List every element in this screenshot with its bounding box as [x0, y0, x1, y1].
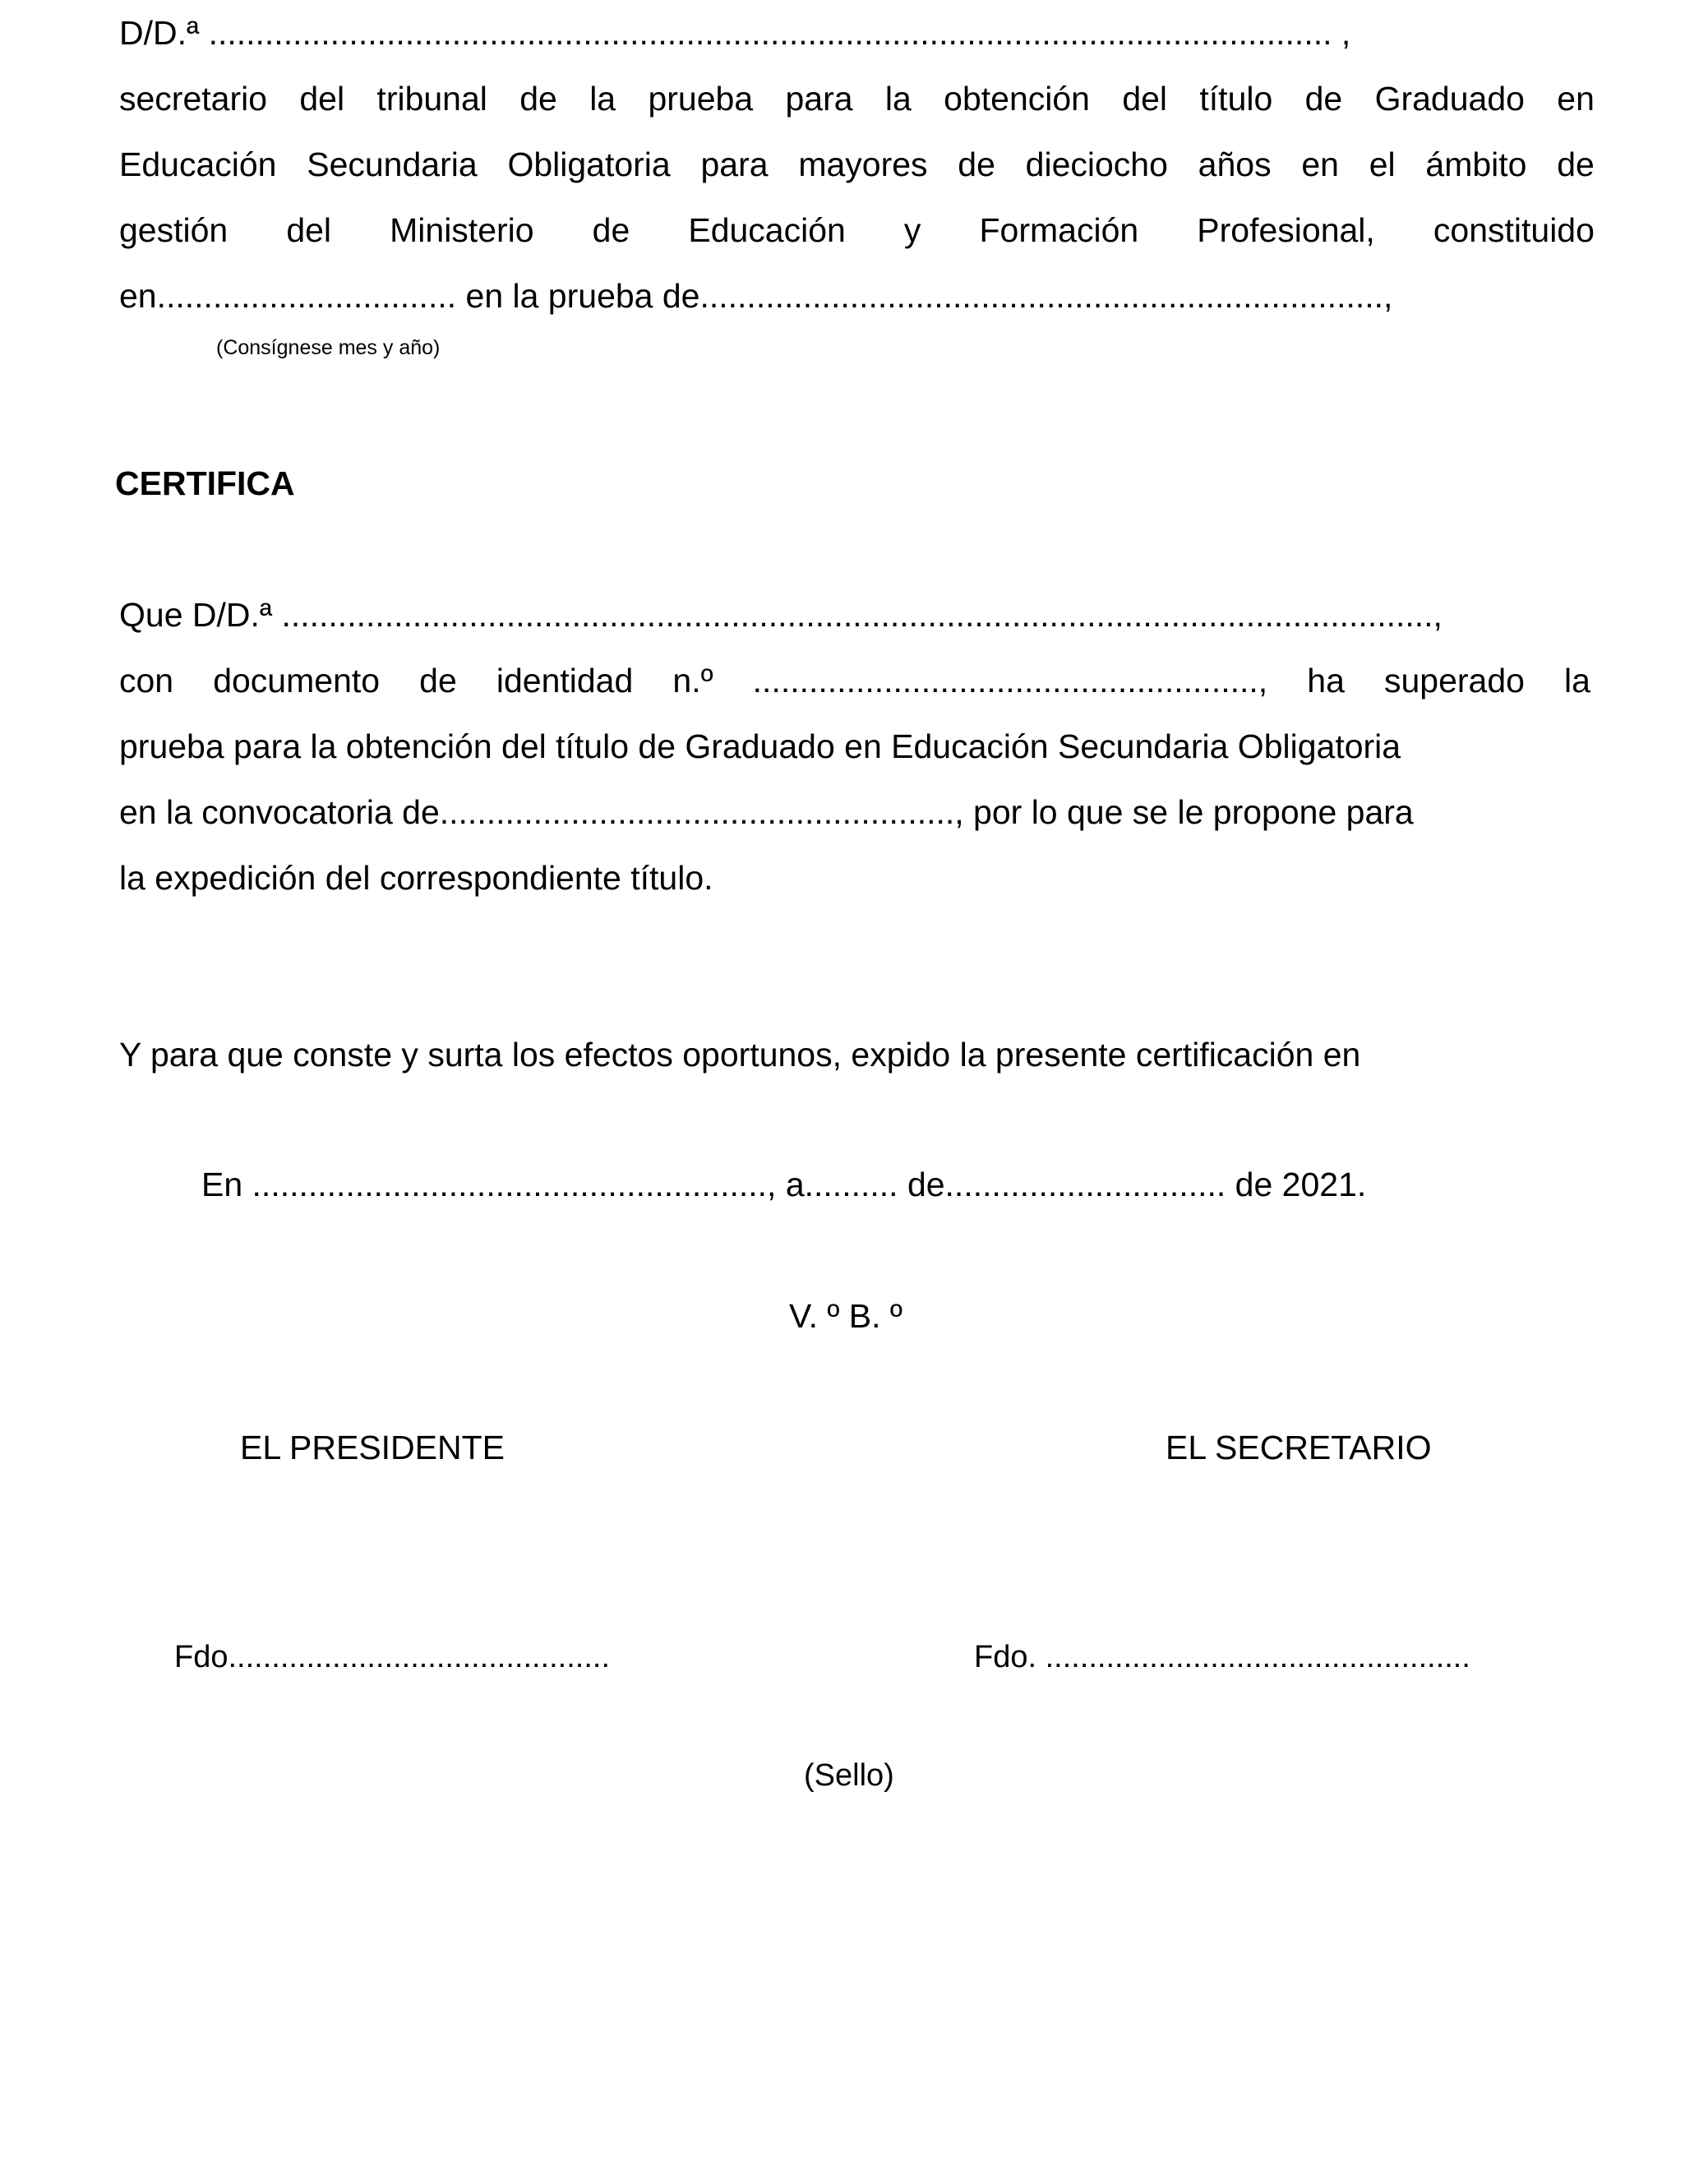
word: obtención: [944, 80, 1090, 118]
word: la: [589, 80, 616, 118]
word: dieciocho: [1025, 145, 1168, 183]
intro-paragraph: [119, 0, 1595, 329]
certify-line-2: [119, 648, 1590, 713]
president-signature-line: Fdo............................................: [174, 1640, 611, 1674]
word: secretario: [119, 80, 268, 118]
intro-line-5: en................................ en la prueba de.........................................................................,: [119, 277, 1393, 315]
word: de: [519, 80, 557, 118]
word: en: [1301, 145, 1339, 183]
intro-line-4: [119, 197, 1595, 263]
secretary-signature-line: Fdo. .................................................: [974, 1640, 1470, 1674]
seal-placeholder: (Sello): [804, 1758, 894, 1793]
word: para: [785, 80, 853, 118]
word: de: [592, 211, 630, 249]
word: la: [1564, 662, 1590, 700]
word: n.º: [672, 662, 713, 700]
date-hint-note: (Consígnese mes y año): [216, 336, 441, 359]
word: el: [1369, 145, 1396, 183]
certify-line-4: en la convocatoria de......................................................., por lo que se le propone para: [119, 793, 1414, 831]
word: ámbito: [1425, 145, 1527, 183]
word: constituido: [1433, 211, 1595, 249]
word: título: [1199, 80, 1273, 118]
word: en: [1557, 80, 1595, 118]
certifica-heading: CERTIFICA: [115, 464, 295, 502]
word: y: [903, 211, 921, 249]
intro-line-2: [119, 66, 1595, 132]
word: Educación: [688, 211, 846, 249]
visto-bueno: V. º B. º: [789, 1297, 902, 1335]
closing-sentence: Y para que conste y surta los efectos oportunos, expido la presente certificación en: [119, 1036, 1361, 1074]
word: Formación: [979, 211, 1139, 249]
word: ha: [1307, 662, 1345, 700]
date-line: En ......................................................., a.......... de.............................. de 2021.: [201, 1166, 1367, 1203]
word: Educación: [119, 145, 277, 183]
word: del: [286, 211, 332, 249]
word: de: [958, 145, 995, 183]
certify-line-1: Que D/D.ª ...........................................................................................................................,: [119, 596, 1443, 634]
word: la: [884, 80, 912, 118]
intro-line-3: [119, 132, 1595, 197]
word: documento: [213, 662, 381, 700]
word: de: [1557, 145, 1595, 183]
word: para: [700, 145, 769, 183]
word: Obligatoria: [507, 145, 671, 183]
word: identidad: [496, 662, 634, 700]
word: superado: [1383, 662, 1525, 700]
secretary-title: EL SECRETARIO: [1166, 1429, 1432, 1466]
word: gestión: [119, 211, 229, 249]
word: tribunal: [376, 80, 487, 118]
certify-line-3: prueba para la obtención del título de Graduado en Educación Secundaria Obligatoria: [119, 727, 1401, 765]
word: del: [299, 80, 345, 118]
word: Ministerio: [390, 211, 534, 249]
word: prueba: [648, 80, 754, 118]
word: de: [1304, 80, 1343, 118]
word: del: [1122, 80, 1168, 118]
word: Secundaria: [307, 145, 478, 183]
intro-line-1: D/D.ª ........................................................................................................................ ,: [119, 14, 1351, 52]
word: de: [419, 662, 457, 700]
word: con: [119, 662, 174, 700]
word: mayores: [798, 145, 928, 183]
word: Profesional,: [1197, 211, 1375, 249]
word: Graduado: [1374, 80, 1525, 118]
word: años: [1198, 145, 1272, 183]
word: ......................................................,: [752, 662, 1268, 700]
certify-paragraph: [119, 582, 1590, 911]
president-title: EL PRESIDENTE: [240, 1429, 505, 1466]
certify-line-5: la expedición del correspondiente título.: [119, 859, 713, 897]
